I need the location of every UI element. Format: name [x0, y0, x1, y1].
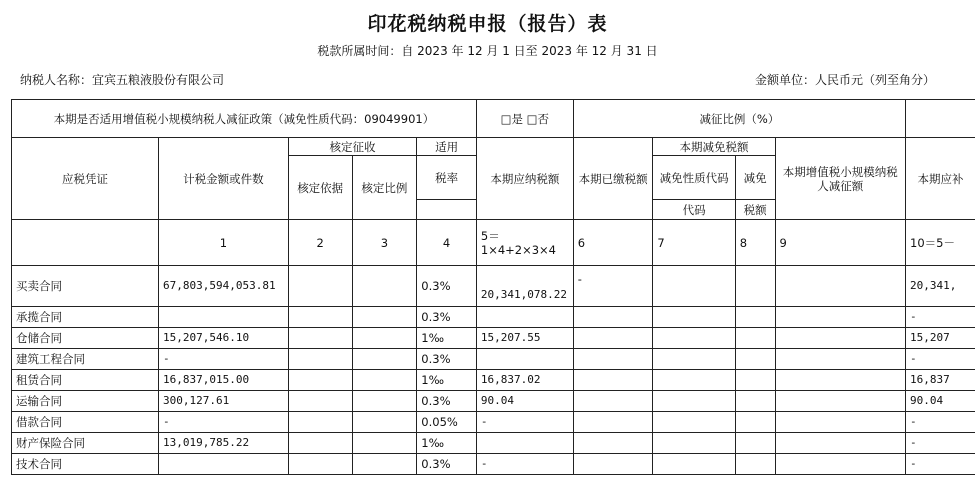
header-tax-amount: 税额: [735, 200, 775, 220]
row-ratio: [352, 412, 417, 433]
row-payable: -: [476, 412, 573, 433]
header-exemption-amount: 减免: [735, 156, 775, 200]
row-col10: -: [906, 454, 975, 475]
colnum-1: 1: [159, 220, 289, 266]
row-basis: [288, 349, 352, 370]
row-payable: 15,207.55: [476, 328, 573, 349]
row-payable: [476, 349, 573, 370]
row-paid: [573, 412, 653, 433]
row-paid: -: [573, 266, 653, 307]
header-tax-rate: 税率: [417, 156, 477, 200]
row-paid: [573, 391, 653, 412]
row-rate: 0.3%: [417, 266, 477, 307]
row-basis: [288, 433, 352, 454]
colnum-5: 5＝1×4+2×3×4: [476, 220, 573, 266]
row-rate: 1‰: [417, 370, 477, 391]
row-base: [159, 307, 289, 328]
header-assessed: 核定征收: [288, 138, 416, 156]
row-exempt: [735, 412, 775, 433]
row-small: [775, 266, 905, 307]
row-name: 运输合同: [12, 391, 159, 412]
row-code: [653, 433, 735, 454]
header-tax-paid: 本期已缴税额: [573, 138, 653, 220]
row-ratio: [352, 349, 417, 370]
page-title: 印花税纳税申报（报告）表: [367, 13, 608, 35]
row-small: [775, 433, 905, 454]
header-assessed-basis: 核定依据: [288, 156, 352, 220]
table-row: [12, 349, 975, 370]
table-row: [12, 328, 975, 349]
row-name: 买卖合同: [12, 266, 159, 307]
row-basis: [288, 307, 352, 328]
row-col10: -: [906, 412, 975, 433]
table-row: [12, 391, 975, 412]
table-row: [12, 412, 975, 433]
row-basis: [288, 454, 352, 475]
row-col10: 15,207: [906, 328, 975, 349]
row-name: 技术合同: [12, 454, 159, 475]
row-code: [653, 391, 735, 412]
row-basis: [288, 391, 352, 412]
tax-period: 税款所属时间：自 2023 年 12 月 1 日至 2023 年 12 月 31 日: [317, 44, 658, 58]
colnum-9: 9: [775, 220, 905, 266]
row-code: [653, 454, 735, 475]
row-base: -: [159, 412, 289, 433]
header-rate-blank: [417, 200, 477, 220]
row-basis: [288, 328, 352, 349]
reduction-ratio: 减征比例（%）: [573, 100, 905, 138]
row-exempt: [735, 454, 775, 475]
colnum-3: 3: [352, 220, 417, 266]
row-small: [775, 454, 905, 475]
row-col10: -: [906, 349, 975, 370]
row-ratio: [352, 370, 417, 391]
row-payable: -: [476, 454, 573, 475]
header-exemption-code: 减免性质代码: [653, 156, 735, 200]
row-name: 承揽合同: [12, 307, 159, 328]
row-name: 财产保险合同: [12, 433, 159, 454]
row-ratio: [352, 307, 417, 328]
yes-no-checkboxes[interactable]: □是 □否: [476, 100, 573, 138]
header-exemption-group: 本期减免税额: [653, 138, 775, 156]
colnum-2: 2: [288, 220, 352, 266]
row-col10: 16,837: [906, 370, 975, 391]
row-ratio: [352, 433, 417, 454]
header-code: 代码: [653, 200, 735, 220]
row-paid: [573, 307, 653, 328]
reduction-ratio-value: [906, 100, 975, 138]
row-base: [159, 454, 289, 475]
row-basis: [288, 370, 352, 391]
row-base: -: [159, 349, 289, 370]
row-small: [775, 370, 905, 391]
row-rate: 1‰: [417, 328, 477, 349]
row-paid: [573, 433, 653, 454]
row-exempt: [735, 266, 775, 307]
colnum-4: 4: [417, 220, 477, 266]
table-row: [12, 370, 975, 391]
table-row: [12, 307, 975, 328]
header-taxable-doc: 应税凭证: [12, 138, 159, 220]
row-base: 300,127.61: [159, 391, 289, 412]
table-row: [12, 433, 975, 454]
row-small: [775, 307, 905, 328]
row-base: 15,207,546.10: [159, 328, 289, 349]
policy-question: 本期是否适用增值税小规模纳税人减征政策（减免性质代码：09049901）: [12, 100, 477, 138]
row-exempt: [735, 307, 775, 328]
row-name: 建筑工程合同: [12, 349, 159, 370]
row-basis: [288, 266, 352, 307]
row-small: [775, 328, 905, 349]
header-small-scale: 本期增值税小规模纳税人减征额: [775, 138, 905, 220]
row-name: 借款合同: [12, 412, 159, 433]
header-tax-payable: 本期应纳税额: [476, 138, 573, 220]
row-payable: 90.04: [476, 391, 573, 412]
row-basis: [288, 412, 352, 433]
row-code: [653, 412, 735, 433]
row-rate: 0.3%: [417, 391, 477, 412]
colnum-blank: [12, 220, 159, 266]
row-payable: 20,341,078.22: [476, 266, 573, 307]
row-ratio: [352, 454, 417, 475]
row-name: 仓储合同: [12, 328, 159, 349]
row-name: 租赁合同: [12, 370, 159, 391]
row-code: [653, 349, 735, 370]
header-assessed-ratio: 核定比例: [352, 156, 417, 220]
row-payable: [476, 433, 573, 454]
row-exempt: [735, 391, 775, 412]
row-payable: [476, 307, 573, 328]
table-row: [12, 454, 975, 475]
row-exempt: [735, 433, 775, 454]
amount-unit: 金额单位：人民币元（列至角分）: [754, 73, 935, 87]
row-base: 16,837,015.00: [159, 370, 289, 391]
row-base: 13,019,785.22: [159, 433, 289, 454]
row-small: [775, 349, 905, 370]
row-code: [653, 328, 735, 349]
row-code: [653, 266, 735, 307]
row-exempt: [735, 349, 775, 370]
row-paid: [573, 454, 653, 475]
row-rate: 0.05%: [417, 412, 477, 433]
row-rate: 1‰: [417, 433, 477, 454]
row-col10: -: [906, 307, 975, 328]
row-col10: -: [906, 433, 975, 454]
row-small: [775, 391, 905, 412]
colnum-10: 10＝5－: [906, 220, 975, 266]
row-base: 67,803,594,053.81: [159, 266, 289, 307]
row-code: [653, 307, 735, 328]
row-ratio: [352, 266, 417, 307]
header-col10: 本期应补: [906, 138, 975, 220]
row-code: [653, 370, 735, 391]
colnum-6: 6: [573, 220, 653, 266]
row-paid: [573, 370, 653, 391]
row-small: [775, 412, 905, 433]
header-applicable: 适用: [417, 138, 477, 156]
row-ratio: [352, 328, 417, 349]
row-paid: [573, 349, 653, 370]
row-exempt: [735, 370, 775, 391]
row-ratio: [352, 391, 417, 412]
row-rate: 0.3%: [417, 349, 477, 370]
row-exempt: [735, 328, 775, 349]
row-col10: 90.04: [906, 391, 975, 412]
taxpayer-name: 纳税人名称：宜宾五粮液股份有限公司: [20, 73, 225, 87]
row-payable: 16,837.02: [476, 370, 573, 391]
row-rate: 0.3%: [417, 307, 477, 328]
row-paid: [573, 328, 653, 349]
table-row: [12, 266, 975, 307]
colnum-7: 7: [653, 220, 735, 266]
colnum-8: 8: [735, 220, 775, 266]
declaration-table: [11, 99, 975, 475]
row-rate: 0.3%: [417, 454, 477, 475]
row-col10: 20,341,: [906, 266, 975, 307]
header-tax-base: 计税金额或件数: [159, 138, 289, 220]
